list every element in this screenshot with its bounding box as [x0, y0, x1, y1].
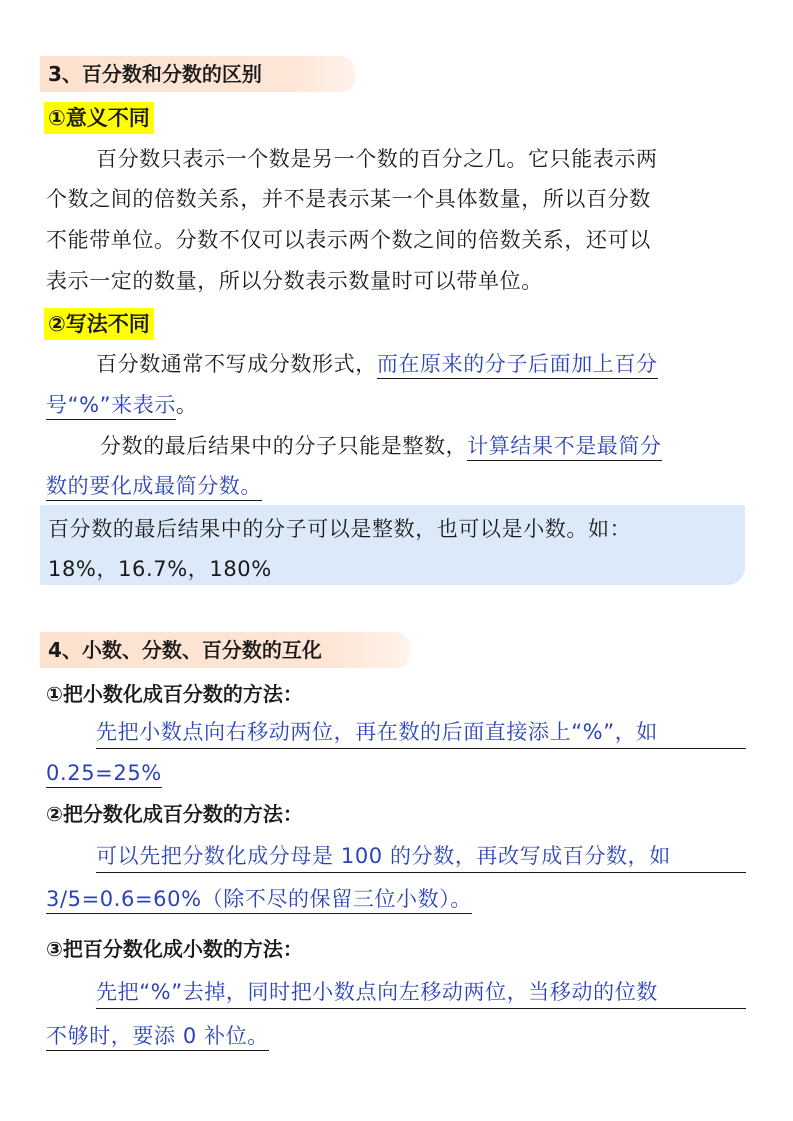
heading-writing-different: ②写法不同: [44, 308, 154, 340]
method-3-line-1: [96, 978, 746, 1009]
section-4-title: 4、小数、分数、百分数的互化: [40, 632, 410, 668]
method-1-text-1: 先把小数点向右移动两位，再在数的后面直接添上“%”，如: [96, 718, 746, 749]
paragraph-meaning-line-2: 个数之间的倍数关系，并不是表示某一个具体数量，所以百分数: [46, 187, 651, 211]
fraction-text-underlined-2: 数的要化成最简分数。: [46, 474, 262, 501]
method-2-line-2: [46, 885, 472, 913]
note-line-2: 18%，16.7%，180%: [48, 557, 272, 581]
paragraph-meaning-line-1: 百分数只表示一个数是另一个数的百分之几。它只能表示两: [96, 147, 658, 171]
method-1-line-2: [46, 759, 162, 787]
writing-text-underlined-2: 号“%”来表示: [46, 393, 176, 420]
paragraph-meaning-line-3: 不能带单位。分数不仅可以表示两个数之间的倍数关系，还可以: [46, 228, 651, 252]
method-2-text-1: 可以先把分数化成分母是 100 的分数，再改写成百分数，如: [96, 842, 746, 873]
method-2-text-2: 3/5=0.6=60%（除不尽的保留三位小数）。: [46, 887, 472, 914]
writing-text-plain: 百分数通常不写成分数形式，: [96, 352, 377, 376]
method-2-line-1: [96, 842, 746, 873]
paragraph-writing-line-1: [96, 350, 658, 378]
writing-text-period: 。: [175, 393, 198, 417]
fraction-text-underlined: 计算结果不是最简分: [467, 434, 661, 461]
method-3-text-2: 不够时，要添 0 补位。: [46, 1024, 269, 1051]
section-3-title: 3、百分数和分数的区别: [40, 56, 355, 92]
writing-text-underlined: 而在原来的分子后面加上百分: [377, 352, 658, 379]
method-1-text-2: 0.25=25%: [46, 761, 162, 788]
method-3-text-1: 先把“%”去掉，同时把小数点向左移动两位，当移动的位数: [96, 978, 746, 1009]
paragraph-fraction-line-1: [100, 432, 662, 460]
method-fraction-to-percent-title: ②把分数化成百分数的方法：: [46, 802, 303, 826]
fraction-text-plain: 分数的最后结果中的分子只能是整数，: [100, 434, 468, 458]
method-percent-to-decimal-title: ③把百分数化成小数的方法：: [46, 937, 303, 961]
paragraph-writing-line-2: [46, 391, 198, 419]
method-1-line-1: [96, 718, 746, 749]
paragraph-meaning-line-4: 表示一定的数量，所以分数表示数量时可以带单位。: [46, 269, 543, 293]
paragraph-fraction-line-2: [46, 472, 262, 500]
note-line-1: 百分数的最后结果中的分子可以是整数，也可以是小数。如：: [48, 517, 632, 541]
method-decimal-to-percent-title: ①把小数化成百分数的方法：: [46, 682, 303, 706]
method-3-line-2: [46, 1022, 269, 1050]
heading-meaning-different: ①意义不同: [44, 102, 154, 134]
